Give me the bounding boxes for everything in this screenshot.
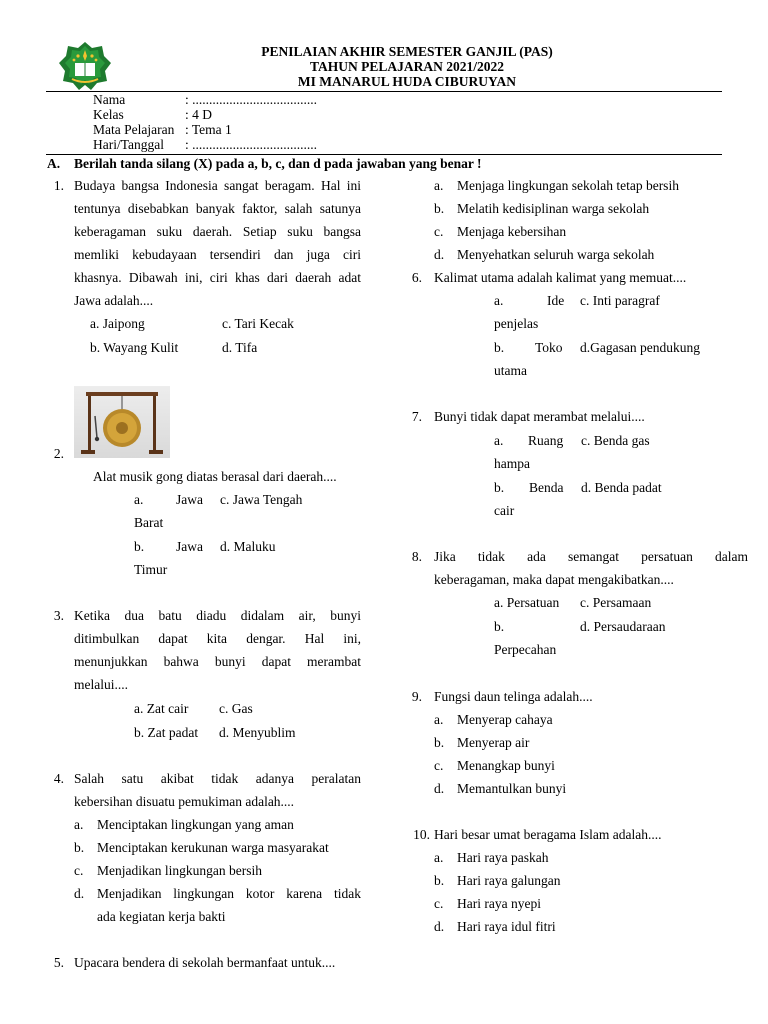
option-letter[interactable]: b.	[74, 840, 85, 855]
answer-option[interactable]: b.	[494, 340, 505, 355]
option-letter[interactable]: b.	[434, 201, 445, 216]
option-text[interactable]: Memantulkan bunyi	[457, 781, 567, 796]
answer-option: utama	[494, 363, 527, 378]
option-text[interactable]: Menangkap bunyi	[457, 758, 555, 773]
answer-option[interactable]: Toko	[535, 340, 563, 355]
question-text: Alat musik gong diatas berasal dari daerah....	[93, 469, 337, 484]
identity-label: Nama	[93, 92, 126, 107]
answer-option[interactable]: c. Inti paragraf	[580, 293, 660, 308]
question-number: 10.	[413, 827, 430, 842]
question-text: melalui....	[74, 677, 128, 692]
answer-option: Timur	[134, 562, 168, 577]
question-number: 2.	[53, 446, 64, 461]
section-letter: A.	[47, 156, 61, 171]
answer-option[interactable]: Ide	[547, 293, 565, 308]
question-number: 8.	[411, 549, 422, 564]
question-text: memliki kebudayaan tersendiri dan juga ciri	[74, 247, 361, 262]
answer-option[interactable]: c. Persamaan	[580, 595, 652, 610]
answer-option: Barat	[134, 515, 164, 530]
answer-option: cair	[494, 503, 515, 518]
section-instruction: Berilah tanda silang (X) pada a, b, c, dan d pada jawaban yang benar !	[74, 156, 482, 171]
option-text[interactable]: Hari raya galungan	[457, 873, 561, 888]
question-text: keberagaman suku daerah. Setiap suku bangsa	[74, 224, 361, 239]
option-letter[interactable]: a.	[434, 850, 444, 865]
question-text: kebersihan disuatu pemukiman adalah....	[74, 794, 295, 809]
answer-option[interactable]: a. Jaipong	[90, 316, 145, 331]
option-letter[interactable]: c.	[434, 896, 444, 911]
option-text[interactable]: Melatih kedisiplinan warga sekolah	[457, 201, 650, 216]
question-text: keberagaman, maka dapat mengakibatkan....	[434, 572, 674, 587]
answer-option[interactable]: b. Wayang Kulit	[90, 340, 179, 355]
answer-option[interactable]: c. Jawa Tengah	[220, 492, 303, 507]
answer-option[interactable]: b.	[494, 480, 505, 495]
question-text: Fungsi daun telinga adalah....	[434, 689, 593, 704]
question-text: tentunya disebabkan banyak faktor, salah satunya	[74, 201, 361, 216]
answer-option[interactable]: d. Tifa	[222, 340, 258, 355]
question-text: Bunyi tidak dapat merambat melalui....	[434, 409, 645, 424]
option-letter[interactable]: b.	[434, 873, 445, 888]
question-text: Kalimat utama adalah kalimat yang memuat....	[434, 270, 687, 285]
identity-value: : 4 D	[185, 107, 212, 122]
answer-option[interactable]: a. Zat cair	[134, 701, 189, 716]
question-text: khasnya. Dibawah ini, ciri khas dari daerah adat	[74, 270, 361, 285]
answer-option[interactable]: c. Tari Kecak	[222, 316, 294, 331]
option-letter[interactable]: a.	[74, 817, 84, 832]
answer-option[interactable]: d. Benda padat	[581, 480, 662, 495]
option-letter[interactable]: b.	[434, 735, 445, 750]
answer-option[interactable]: d. Menyublim	[219, 725, 296, 740]
answer-option[interactable]: b. Zat padat	[134, 725, 199, 740]
answer-option[interactable]: a. Persatuan	[494, 595, 560, 610]
answer-option[interactable]: d. Persaudaraan	[580, 619, 666, 634]
question-text: Hari besar umat beragama Islam adalah....	[434, 827, 662, 842]
option-text[interactable]: Menyerap cahaya	[457, 712, 553, 727]
option-text[interactable]: Menjadikan lingkungan kotor karena tidak	[97, 886, 361, 901]
question-text: Jawa adalah....	[74, 293, 154, 308]
answer-option[interactable]: Benda	[529, 480, 564, 495]
option-text[interactable]: ada kegiatan kerja bakti	[97, 909, 226, 924]
header-school: MI MANARUL HUDA CIBURUYAN	[297, 74, 517, 89]
identity-label: Hari/Tanggal	[93, 137, 165, 152]
answer-option: penjelas	[494, 316, 539, 331]
question-text: Ketika dua batu diadu didalam air, bunyi	[74, 608, 361, 623]
question-number: 4.	[53, 771, 64, 786]
question-text: Budaya bangsa Indonesia sangat beragam. Hal ini	[74, 178, 361, 193]
identity-value: : Tema 1	[185, 122, 232, 137]
answer-option[interactable]: b.	[494, 619, 505, 634]
question-text: Jika tidak ada semangat persatuan dalam	[434, 549, 748, 564]
header-rule	[46, 91, 722, 92]
answer-option[interactable]: a.	[134, 492, 144, 507]
option-letter[interactable]: c.	[434, 758, 444, 773]
identity-value: : .....................................	[185, 137, 318, 152]
question-text: Upacara bendera di sekolah bermanfaat untuk....	[74, 955, 336, 970]
option-letter[interactable]: a.	[434, 712, 444, 727]
option-letter[interactable]: c.	[74, 863, 84, 878]
answer-option[interactable]: Ruang	[528, 433, 564, 448]
option-text[interactable]: Menjaga kebersihan	[457, 224, 567, 239]
answer-option[interactable]: a.	[494, 293, 504, 308]
answer-option[interactable]: Jawa	[176, 539, 203, 554]
option-text[interactable]: Menyehatkan seluruh warga sekolah	[457, 247, 655, 262]
question-text: Salah satu akibat tidak adanya peralatan	[74, 771, 361, 786]
option-letter[interactable]: d.	[434, 781, 445, 796]
option-text[interactable]: Menjadikan lingkungan bersih	[97, 863, 262, 878]
question-number: 9.	[411, 689, 422, 704]
option-text[interactable]: Menciptakan lingkungan yang aman	[97, 817, 294, 832]
identity-label: Kelas	[93, 107, 124, 122]
answer-option[interactable]: d. Maluku	[220, 539, 276, 554]
question-text: menunjukkan bahwa bunyi dapat merambat	[74, 654, 361, 669]
question-number: 7.	[411, 409, 422, 424]
identity-rule	[46, 154, 722, 155]
option-letter[interactable]: d.	[74, 886, 85, 901]
answer-option[interactable]: b.	[134, 539, 145, 554]
option-letter[interactable]: d.	[434, 919, 445, 934]
header-year: TAHUN PELAJARAN 2021/2022	[309, 59, 504, 74]
option-text[interactable]: Menyerap air	[457, 735, 530, 750]
question-number: 3.	[53, 608, 64, 623]
question-number: 1.	[53, 178, 64, 193]
gong-image	[74, 386, 170, 458]
answer-option[interactable]: d.Gagasan pendukung	[580, 340, 700, 355]
option-text[interactable]: Hari raya nyepi	[457, 896, 541, 911]
option-letter[interactable]: c.	[434, 224, 444, 239]
answer-option[interactable]: c. Gas	[219, 701, 253, 716]
answer-option[interactable]: c. Benda gas	[581, 433, 650, 448]
option-text[interactable]: Hari raya paskah	[457, 850, 549, 865]
option-text[interactable]: Hari raya idul fitri	[457, 919, 556, 934]
option-letter[interactable]: a.	[434, 178, 444, 193]
option-letter[interactable]: d.	[434, 247, 445, 262]
question-number: 5.	[53, 955, 64, 970]
header-title: PENILAIAN AKHIR SEMESTER GANJIL (PAS)	[261, 44, 553, 59]
answer-option[interactable]: Jawa	[176, 492, 203, 507]
answer-option: Perpecahan	[494, 642, 557, 657]
option-text[interactable]: Menjaga lingkungan sekolah tetap bersih	[457, 178, 679, 193]
option-text[interactable]: Menciptakan kerukunan warga masyarakat	[97, 840, 329, 855]
identity-value: : .....................................	[185, 92, 318, 107]
answer-option: hampa	[494, 456, 530, 471]
answer-option[interactable]: a.	[494, 433, 504, 448]
question-text: ditimbulkan dapat kita dengar. Hal ini,	[74, 631, 361, 646]
identity-label: Mata Pelajaran	[93, 122, 175, 137]
question-number: 6.	[411, 270, 422, 285]
